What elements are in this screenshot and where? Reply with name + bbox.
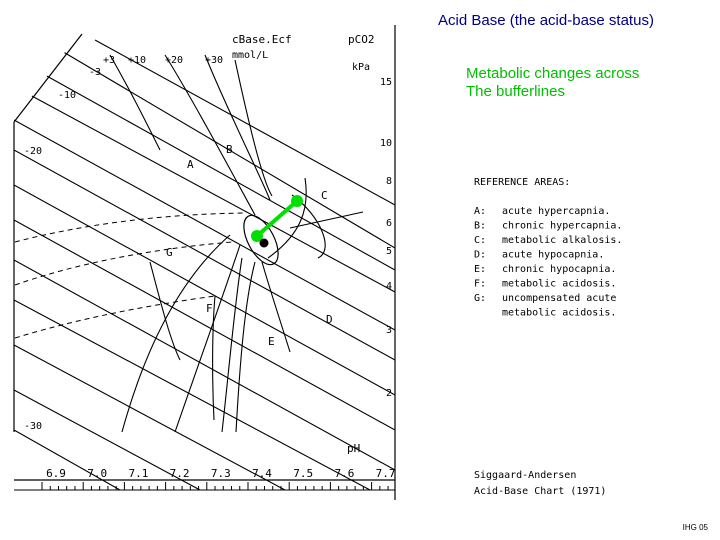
reference-title: REFERENCE AREAS: xyxy=(474,177,571,188)
dashed-boundary xyxy=(15,213,245,242)
pco2-label: 10 xyxy=(379,138,392,149)
ph-tick-label: 7.6 xyxy=(334,467,355,480)
pco2-header: pCO2 xyxy=(348,33,375,46)
boundary-curve xyxy=(262,262,290,352)
base-excess-label: -3 xyxy=(89,67,102,78)
base-excess-header: cBase.Ecf xyxy=(232,33,292,46)
metabolic-transition xyxy=(251,195,303,248)
area-letter: C xyxy=(321,189,328,202)
boundary-curve xyxy=(268,178,306,258)
slide-title: Acid Base (the acid-base status) xyxy=(438,12,654,29)
slide-subtitle xyxy=(466,65,639,101)
reference-code: G: xyxy=(474,293,487,304)
boundary-curve xyxy=(110,55,160,150)
reference-code: A: xyxy=(474,206,487,217)
reference-description: metabolic acidosis. xyxy=(502,307,617,319)
normal-point xyxy=(260,239,269,248)
reference-description: chronic hypercapnia. xyxy=(502,220,623,232)
pco2-label: 15 xyxy=(379,77,392,88)
reference-description: metabolic acidosis. xyxy=(502,278,617,290)
ph-tick-label: 6.9 xyxy=(46,467,66,480)
buffer-line xyxy=(45,75,395,270)
reference-code: D: xyxy=(474,249,487,261)
base-excess-label: -20 xyxy=(24,146,43,157)
transition-line xyxy=(257,201,297,236)
buffer-line xyxy=(14,260,395,470)
boundary-curve xyxy=(205,55,270,200)
pco2-label: 8 xyxy=(385,176,392,187)
area-letter: G xyxy=(166,246,173,259)
reference-description: uncompensated acute xyxy=(502,293,617,304)
ph-tick-label: 7.2 xyxy=(169,467,190,480)
pco2-unit: kPa xyxy=(352,62,371,73)
buffer-line xyxy=(14,150,395,360)
boundary-curve xyxy=(122,235,230,432)
area-boundaries xyxy=(110,55,363,432)
ph-tick-label: 7.4 xyxy=(252,467,272,480)
reference-description: acute hypercapnia. xyxy=(502,206,611,217)
pco2-label: 5 xyxy=(385,246,392,257)
base-excess-unit: mmol/L xyxy=(232,50,269,61)
subtitle-line: Metabolic changes across xyxy=(466,65,640,82)
reference-code: F: xyxy=(474,278,487,290)
boundary-curve xyxy=(222,258,242,432)
reference-description: acute hypocapnia. xyxy=(502,249,605,261)
ph-tick-label: 7.7 xyxy=(375,467,396,480)
area-letter: A xyxy=(187,158,194,171)
area-letter: D xyxy=(326,313,333,326)
transition-end-point xyxy=(291,195,303,207)
boundary-curve xyxy=(235,60,272,196)
boundary-curve xyxy=(165,55,255,215)
boundary-curve xyxy=(213,296,215,420)
boundary-curve xyxy=(175,245,240,432)
ph-tick-label: 7.5 xyxy=(293,467,314,480)
buffer-lines xyxy=(14,40,395,490)
buffer-line xyxy=(30,95,395,292)
base-excess-label: -10 xyxy=(58,90,77,101)
ph-axis-label: pH xyxy=(347,442,361,455)
reference-description: chronic hypocapnia. xyxy=(502,264,617,275)
base-excess-label: -30 xyxy=(24,421,43,432)
area-letter: B xyxy=(226,143,233,156)
base-excess-label: +10 xyxy=(128,55,147,66)
buffer-line xyxy=(14,185,395,395)
footer-id: IHG 05 xyxy=(682,523,708,532)
subtitle-line: The bufferlines xyxy=(466,83,565,100)
base-excess-label: +30 xyxy=(205,55,224,66)
boundary-curve xyxy=(150,262,180,360)
pco2-label: 6 xyxy=(385,218,392,229)
area-letter: F xyxy=(206,302,213,315)
reference-description: metabolic alkalosis. xyxy=(502,235,623,246)
reference-code: C: xyxy=(474,235,487,246)
area-letter: E xyxy=(268,335,275,348)
pco2-label: 2 xyxy=(385,388,392,399)
chart-credit-title: Acid-Base Chart (1971) xyxy=(474,486,607,497)
buffer-line xyxy=(14,220,395,430)
reference-code: B: xyxy=(474,220,487,232)
pco2-label: 3 xyxy=(385,325,392,336)
reference-code: E: xyxy=(474,264,487,275)
ph-tick-label: 7.1 xyxy=(128,467,149,480)
buffer-line xyxy=(14,300,370,490)
ph-axis xyxy=(14,467,396,490)
ph-tick-label: 7.0 xyxy=(87,467,108,480)
base-excess-label: +20 xyxy=(165,55,184,66)
reference-areas-list xyxy=(474,206,622,319)
pco2-label: 4 xyxy=(385,281,392,292)
ph-tick-label: 7.3 xyxy=(210,467,231,480)
base-excess-label: +3 xyxy=(103,55,116,66)
buffer-line xyxy=(14,120,395,330)
chart-credit-author: Siggaard-Andersen xyxy=(474,470,577,481)
